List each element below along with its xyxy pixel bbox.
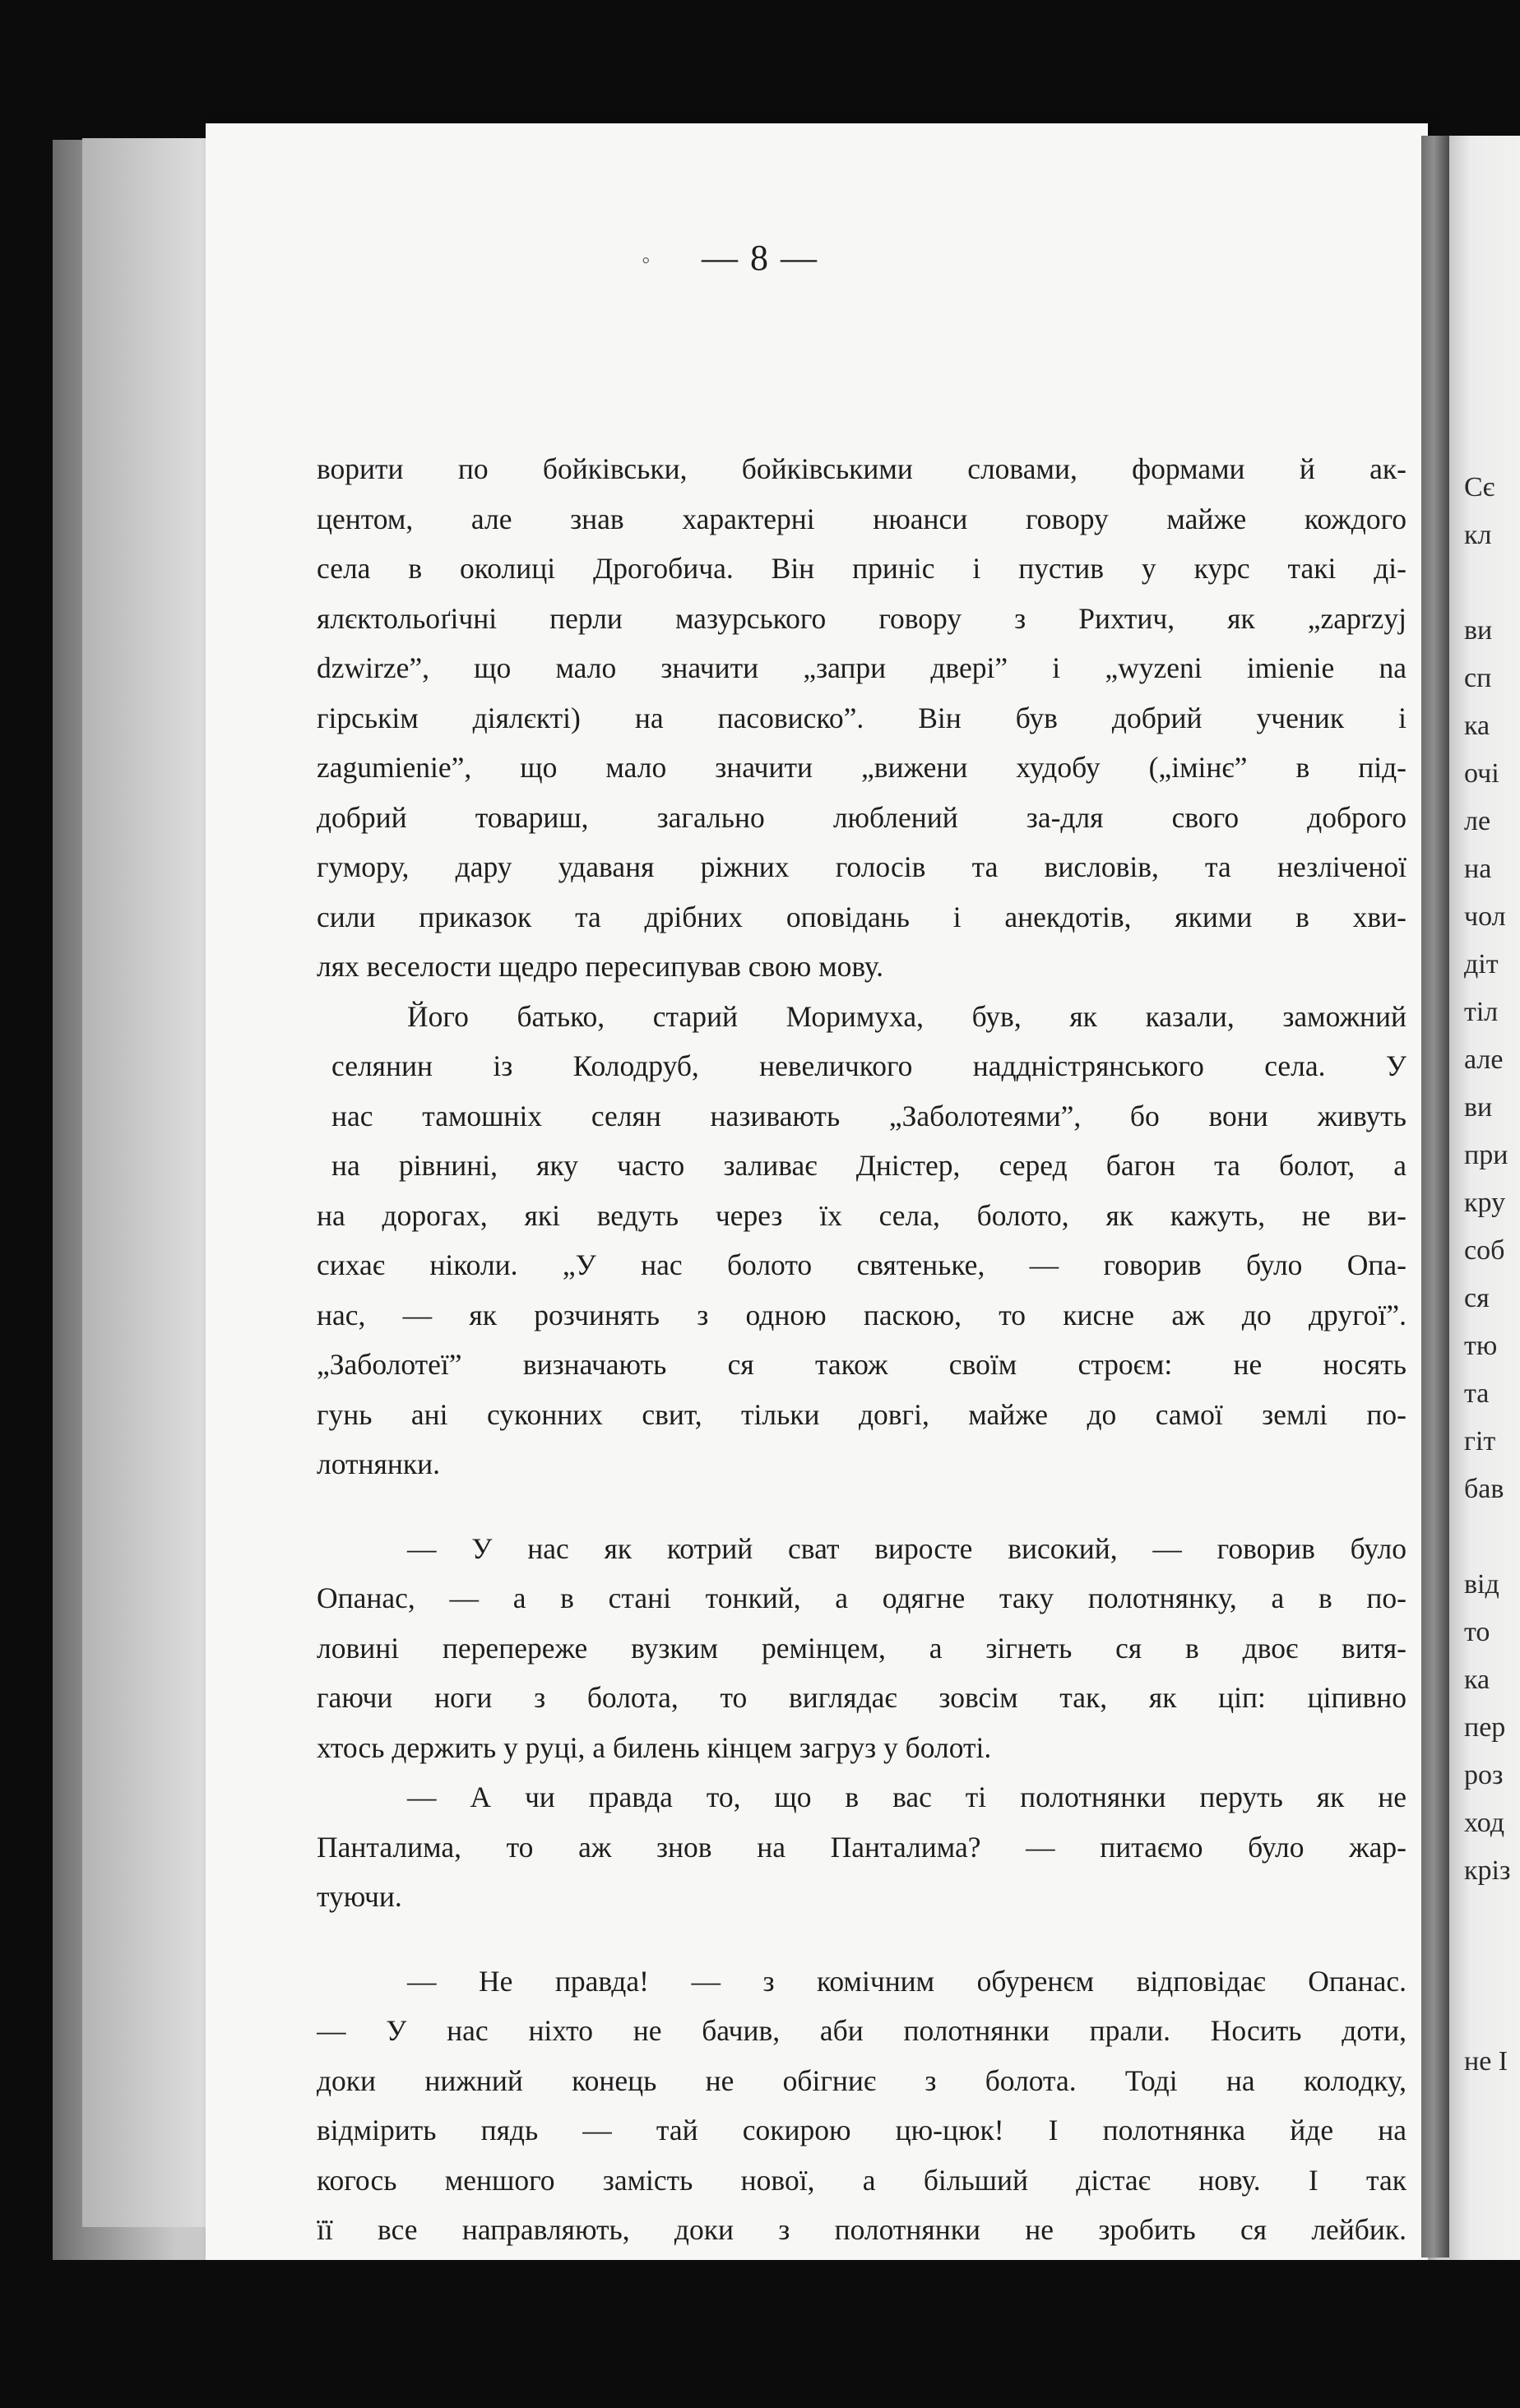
text-line: нас, — як розчинять з одною паскою, то кисне аж до другої”. — [317, 1298, 1406, 1331]
facing-page-text-fragment: роз — [1464, 1760, 1504, 1790]
page-gutter-shadow — [1421, 136, 1453, 2258]
text-line: когось меншого замість нової, а більший дістає нову. І так — [317, 2163, 1406, 2197]
text-line: — А чи правда то, що в вас ті полотнянки перуть як не — [407, 1781, 1406, 1813]
text-line: гаючи ноги з болота, то виглядає зовсім так, як ціп: ціпивно — [317, 1681, 1406, 1714]
facing-page-text-fragment — [1464, 1991, 1520, 2037]
text-line: ворити по бойківськи, бойківськими словами, формами й ак- — [317, 452, 1406, 485]
facing-page-text-fragment: ле — [1464, 806, 1491, 836]
facing-page-text-fragment: ся — [1464, 1283, 1490, 1313]
text-line: — У нас ніхто не бачив, аби полотнянки прали. Носить доти, — [317, 2014, 1406, 2047]
facing-page-text-fragment: очі — [1464, 758, 1499, 789]
text-line: сили приказок та дрібних оповідань і анекдотів, якими в хви- — [317, 900, 1406, 933]
text-line: туючи. — [317, 1880, 402, 1913]
facing-page-text-fragment: ка — [1464, 1665, 1490, 1695]
text-line: хтось держить у руці, а билень кінцем загруз у болоті. — [317, 1730, 992, 1764]
paragraph-gap — [317, 1489, 1406, 1524]
text-line: гумору, дару удаваня ріжних голосів та висловів, та незліченої — [317, 850, 1406, 883]
text-line: dzwirze”, що мало значити „запри двері” і „wyzeni imienie na — [317, 651, 1406, 684]
facing-page-text-fragment: від — [1464, 1569, 1499, 1600]
facing-page-text-fragment: бав — [1464, 1474, 1504, 1504]
text-line: zagumienie”, що мало значити „вижени худобу („імінє” в під- — [317, 751, 1406, 784]
facing-page-text-fragment: але — [1464, 1044, 1504, 1075]
text-line: на рівнині, яку часто заливає Дністер, серед багон та болот, а — [331, 1149, 1406, 1182]
text-line: сихає ніколи. „У нас болото святеньке, — говорив було Опа- — [317, 1248, 1406, 1281]
facing-page-text-fragment: ход — [1464, 1808, 1505, 1838]
facing-page-text-fragment: Сє — [1464, 472, 1495, 502]
facing-page-text-fragment: пер — [1464, 1712, 1506, 1743]
text-line: Його батько, старий Моримуха, був, як казали, заможний — [407, 999, 1406, 1033]
facing-page-text-fragment: кріз — [1464, 1855, 1511, 1886]
text-line: селянин із Колодруб, невеличкого наддністрянського села. У — [331, 1049, 1406, 1082]
text-line: центом, але знав характерні нюанси говору майже кождого — [317, 502, 1406, 535]
facing-page-text-fragment: діт — [1464, 949, 1499, 979]
facing-page-text-fragment: тіл — [1464, 997, 1499, 1027]
text-line: відмірить пядь — тай сокирою цю-цюк! І полотнянка йде на — [317, 2114, 1406, 2146]
text-line: нас тамошніх селян називають „Заболотеями”, бо вони живуть — [331, 1099, 1406, 1132]
paragraph-gap — [317, 1922, 1406, 1956]
facing-page-text-fragment: при — [1464, 1140, 1508, 1170]
text-line: гунь ані суконних свит, тільки довгі, майже до самої землі по- — [317, 1397, 1406, 1431]
scan-speck: ◦ — [642, 247, 651, 274]
text-line: лотнянки. — [317, 1447, 440, 1480]
facing-page-text-fragment: соб — [1464, 1235, 1505, 1266]
facing-page-text-fragment: та — [1464, 1378, 1490, 1409]
text-line: добрий товариш, загально люблений за-для свого доброго — [317, 800, 1406, 834]
text-line: Опанас, — а в стані тонкий, а одягне таку полотнянку, а в по- — [317, 1581, 1406, 1614]
facing-page-text-fragment: не І — [1464, 2046, 1508, 2077]
text-line: „Заболотеї” визначають ся також своїм строєм: не носять — [317, 1348, 1406, 1381]
facing-page-text-fragment — [1464, 560, 1520, 606]
facing-page-text-fragment: гіт — [1464, 1426, 1496, 1456]
text-line: — Не правда! — з комічним обуренєм відповідає Опанас. — [407, 1964, 1406, 1998]
facing-page-text-fragment: кл — [1464, 520, 1492, 550]
facing-page-text-fragment — [1464, 1943, 1520, 1989]
text-line: її все направляють, доки з полотнянки не зробить ся лейбик. — [317, 2213, 1406, 2246]
facing-page-text-fragment — [1464, 1896, 1520, 1942]
facing-page-text-fragment: на — [1464, 854, 1492, 884]
text-line: Панталима, то аж знов на Панталима? — питаємо було жар- — [317, 1830, 1406, 1864]
facing-page-text-fragment: сп — [1464, 663, 1492, 693]
text-line: села в околиці Дрогобича. Він приніс і пустив у курс такі ді- — [317, 552, 1406, 585]
text-line: ловині перепереже вузким ремінцем, а зігнеть ся в двоє витя- — [317, 1631, 1406, 1665]
facing-page-text-fragment: ви — [1464, 1092, 1493, 1123]
facing-page-text-fragment — [1464, 1514, 1520, 1560]
page-edge-strip — [82, 138, 222, 2227]
facing-page-text-fragment: чол — [1464, 901, 1506, 932]
facing-page-text-fragment: ка — [1464, 711, 1490, 741]
text-line: на дорогах, які ведуть через їх села, болото, як кажуть, не ви- — [317, 1198, 1406, 1232]
facing-page-text-fragment: ви — [1464, 615, 1493, 646]
text-line: — У нас як котрий сват виросте високий, — говорив було — [407, 1531, 1406, 1565]
facing-page-text-fragment: то — [1464, 1617, 1490, 1647]
text-line: доки нижний конець не обігниє з болота. Тоді на колодку, — [317, 2063, 1406, 2097]
text-line: лях веселости щедро пересипував свою мову. — [317, 950, 883, 983]
scan-background — [0, 2260, 1520, 2408]
facing-page-fragment — [1449, 136, 1520, 2274]
text-line: ялєктольоґічні перли мазурського говору з Рихтич, як „zaprzyj — [317, 601, 1406, 635]
page-number: — 8 — — [702, 238, 818, 278]
facing-page-text-fragment: кру — [1464, 1188, 1506, 1218]
body-text — [317, 444, 1406, 2255]
facing-page-text-fragment: тю — [1464, 1331, 1498, 1361]
text-line: гірськім діялєкті) на пасовиско”. Він був добрий ученик і — [317, 701, 1406, 734]
